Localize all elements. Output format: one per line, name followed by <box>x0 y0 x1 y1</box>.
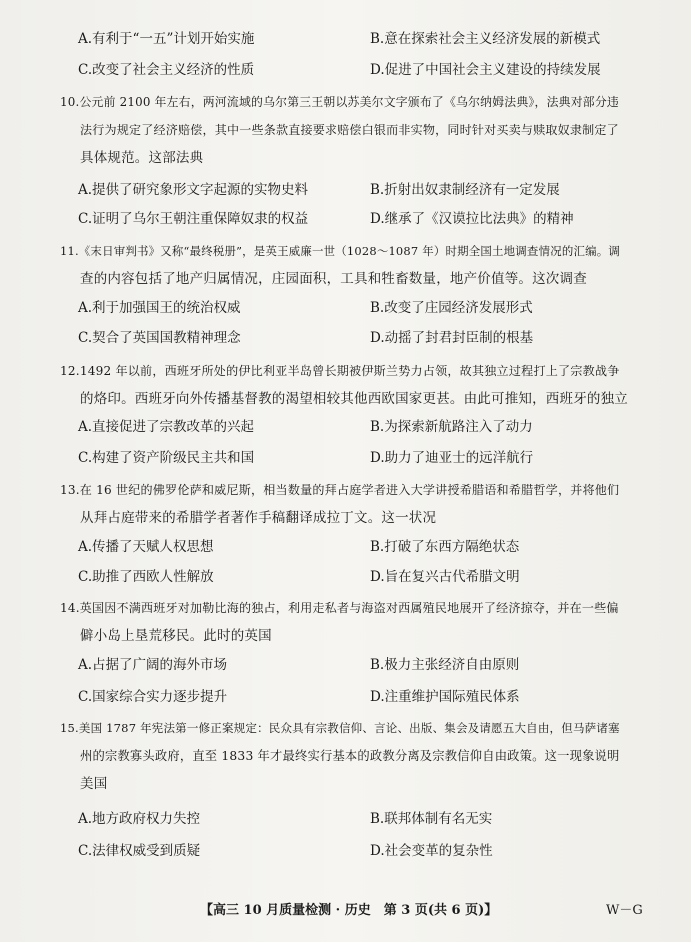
question-15-line-3: 美国 <box>80 776 108 792</box>
q12-option-c[interactable]: C.构建了资产阶级民主共和国 <box>78 450 255 466</box>
q15-option-c[interactable]: C.法律权威受到质疑 <box>78 843 201 859</box>
question-12-line-2: 的烙印。西班牙向外传播基督教的渴望相较其他西欧国家更甚。由此可推知，西班牙的独立 <box>80 391 628 407</box>
q13-option-c[interactable]: C.助推了西欧人性解放 <box>78 569 214 585</box>
q13-option-d[interactable]: D.旨在复兴古代希腊文明 <box>370 569 520 585</box>
q10-options-row-1 <box>0 179 691 201</box>
q11-options-row-2 <box>0 327 691 349</box>
q14-options-row-1 <box>0 654 691 676</box>
q9-option-b[interactable]: B.意在探索社会主义经济发展的新模式 <box>370 31 601 47</box>
q10-option-d[interactable]: D.继承了《汉谟拉比法典》的精神 <box>370 211 574 227</box>
q9-option-a[interactable]: A.有利于“一五”计划开始实施 <box>78 31 255 47</box>
q9-option-c[interactable]: C.改变了社会主义经济的性质 <box>78 62 255 78</box>
question-10-line-1: 10.公元前 2100 年左右，两河流域的乌尔第三王朝以苏美尔文字颁布了《乌尔纳姆法典》，法典对部分违 <box>60 95 619 109</box>
q15-option-a[interactable]: A.地方政府权力失控 <box>78 811 201 827</box>
q13-options-row-1 <box>0 536 691 558</box>
q12-option-d[interactable]: D.助力了迪亚士的远洋航行 <box>370 450 534 466</box>
q10-option-b[interactable]: B.折射出奴隶制经济有一定发展 <box>370 182 560 198</box>
q15-option-b[interactable]: B.联邦体制有名无实 <box>370 811 493 827</box>
question-10-line-2: 法行为规定了经济赔偿，其中一些条款直接要求赔偿白银而非实物，同时针对买卖与赎取奴隶制定了 <box>80 123 619 137</box>
question-14-line-2: 僻小岛上垦荒移民。此时的英国 <box>80 628 272 644</box>
q15-options-row-1 <box>0 808 691 830</box>
question-15-stem <box>60 714 630 798</box>
q14-option-b[interactable]: B.极力主张经济自由原则 <box>370 657 520 673</box>
question-12-stem <box>60 357 630 413</box>
q9-option-d[interactable]: D.促进了中国社会主义建设的持续发展 <box>370 62 601 78</box>
question-15-line-1: 15.美国 1787 年宪法第一修正案规定：民众具有宗教信仰、言论、出版、集会及请愿五大自由，但马萨诸塞 <box>60 721 620 735</box>
q14-option-c[interactable]: C.国家综合实力逐步提升 <box>78 689 228 705</box>
question-13-line-1: 13.在 16 世纪的佛罗伦萨和威尼斯，相当数量的拜占庭学者进入大学讲授希腊语和希腊哲学，并将他们 <box>60 483 620 497</box>
q13-option-a[interactable]: A.传播了天赋人权思想 <box>78 539 214 555</box>
question-14-line-1: 14.英国因不满西班牙对加勒比海的独占，利用走私者与海盗对西属殖民地展开了经济掠夺，并在一些偏 <box>60 601 619 615</box>
q12-options-row-2 <box>0 447 691 469</box>
q9-options-row-2 <box>0 59 691 81</box>
q9-options-row-1 <box>0 28 691 50</box>
question-11-stem <box>60 237 630 293</box>
question-10-line-3: 具体规范。这部法典 <box>80 150 204 166</box>
q13-option-b[interactable]: B.打破了东西方隔绝状态 <box>370 539 520 555</box>
footer-code: W－G <box>606 903 643 918</box>
q11-option-a[interactable]: A.利于加强国王的统治权威 <box>78 300 241 316</box>
question-12-line-1: 12.1492 年以前，西班牙所处的伊比利亚半岛曾长期被伊斯兰势力占领，故其独立过程打上了宗教战争 <box>60 364 620 378</box>
question-14-stem <box>60 594 630 650</box>
q14-options-row-2 <box>0 686 691 708</box>
q13-options-row-2 <box>0 566 691 588</box>
q12-option-a[interactable]: A.直接促进了宗教改革的兴起 <box>78 419 255 435</box>
q11-option-c[interactable]: C.契合了英国国教精神理念 <box>78 330 241 346</box>
q10-options-row-2 <box>0 208 691 230</box>
q11-options-row-1 <box>0 297 691 319</box>
q12-option-b[interactable]: B.为探索新航路注入了动力 <box>370 419 533 435</box>
q15-options-row-2 <box>0 840 691 862</box>
q10-option-c[interactable]: C.证明了乌尔王朝注重保障奴隶的权益 <box>78 211 309 227</box>
question-10-stem <box>60 88 630 172</box>
q11-option-d[interactable]: D.动摇了封君封臣制的根基 <box>370 330 534 346</box>
footer-page-info: 【高三 10 月质量检测 · 历史 第 3 页(共 6 页)】 <box>200 903 498 918</box>
question-11-line-1: 11.《末日审判书》又称“最终税册”，是英王威廉一世（1028～1087 年）时期全国土地调查情况的汇编。调 <box>60 244 621 258</box>
q10-option-a[interactable]: A.提供了研究象形文字起源的实物史料 <box>78 182 309 198</box>
question-13-line-2: 从拜占庭带来的希腊学者著作手稿翻译成拉丁文。这一状况 <box>80 510 437 526</box>
q14-option-d[interactable]: D.注重维护国际殖民体系 <box>370 689 520 705</box>
question-15-line-2: 州的宗教寡头政府，直至 1833 年才最终实行基本的政教分离及宗教信仰自由政策。这一现象说明 <box>80 749 620 763</box>
page-footer <box>0 900 691 922</box>
question-11-line-2: 查的内容包括了地产归属情况，庄园面积，工具和牲畜数量，地产价值等。这次调查 <box>80 271 587 287</box>
q14-option-a[interactable]: A.占据了广阔的海外市场 <box>78 657 228 673</box>
q11-option-b[interactable]: B.改变了庄园经济发展形式 <box>370 300 533 316</box>
q12-options-row-1 <box>0 416 691 438</box>
q15-option-d[interactable]: D.社会变革的复杂性 <box>370 843 493 859</box>
question-13-stem <box>60 476 630 532</box>
